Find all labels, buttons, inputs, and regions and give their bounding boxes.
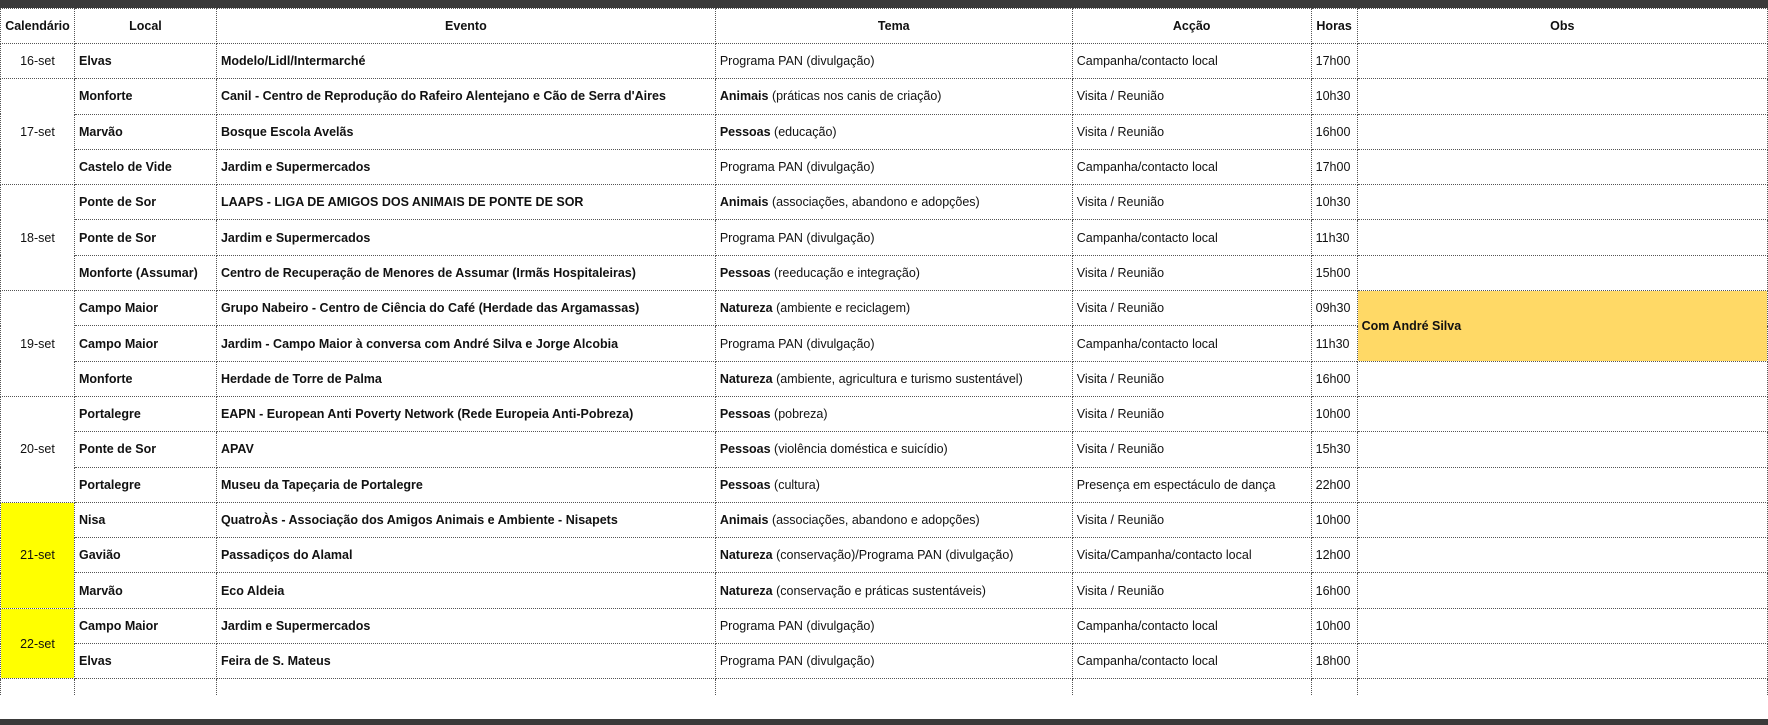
accao-cell[interactable]: Campanha/contacto local [1072,44,1311,79]
tema-category: Animais [719,195,769,210]
tema-detail: Programa PAN (divulgação) [719,160,875,175]
accao-cell[interactable]: Visita / Reunião [1072,185,1311,220]
evento-cell[interactable]: Herdade de Torre de Palma [216,361,715,396]
horas-cell[interactable]: 12h00 [1311,538,1357,573]
accao-cell[interactable]: Campanha/contacto local [1072,326,1311,361]
header-row [1,9,1768,44]
empty-cell[interactable] [715,679,1072,695]
local-cell[interactable]: Ponte de Sor [74,185,216,220]
table-row [1,255,1768,290]
table-row [1,361,1768,396]
local-cell[interactable]: Campo Maior [74,326,216,361]
horas-cell[interactable]: 15h00 [1311,255,1357,290]
evento-cell[interactable]: Jardim e Supermercados [216,149,715,184]
table-row [1,291,1768,326]
tema-category: Natureza [719,548,773,563]
tema-cell[interactable] [715,326,1072,361]
tema-category: Pessoas [719,265,771,280]
empty-cell[interactable] [1072,679,1311,695]
tema-detail: (conservação)/Programa PAN (divulgação) [772,548,1014,563]
horas-cell[interactable]: 10h00 [1311,396,1357,431]
horas-cell[interactable]: 11h30 [1311,326,1357,361]
table-row [1,644,1768,679]
table-row [1,538,1768,573]
day-cell[interactable]: 16-set [1,44,75,79]
evento-cell[interactable]: Jardim e Supermercados [216,608,715,643]
tema-cell[interactable] [715,114,1072,149]
horas-cell[interactable]: 17h00 [1311,149,1357,184]
accao-cell[interactable]: Presença em espectáculo de dança [1072,467,1311,502]
tema-detail: (pobreza) [770,407,828,422]
horas-cell[interactable]: 10h30 [1311,79,1357,114]
obs-cell[interactable] [1357,432,1767,467]
horas-cell[interactable]: 09h30 [1311,291,1357,326]
accao-cell[interactable]: Campanha/contacto local [1072,149,1311,184]
local-cell[interactable]: Elvas [74,644,216,679]
tema-detail: Programa PAN (divulgação) [719,336,875,351]
evento-cell[interactable]: QuatroÀs - Associação dos Amigos Animais e Ambiente - Nisapets [216,502,715,537]
horas-cell[interactable]: 16h00 [1311,361,1357,396]
table-row [1,432,1768,467]
local-cell[interactable]: Campo Maior [74,291,216,326]
tema-cell[interactable] [715,538,1072,573]
tema-cell[interactable] [715,644,1072,679]
tema-detail: (associações, abandono e adopções) [768,513,980,527]
tema-category: Natureza [719,301,773,316]
tema-cell[interactable] [715,44,1072,79]
window-top-bar [0,0,1768,8]
tema-cell[interactable] [715,149,1072,184]
evento-cell[interactable]: EAPN - European Anti Poverty Network (Rede Europeia Anti-Pobreza) [216,396,715,431]
local-cell[interactable]: Ponte de Sor [74,220,216,255]
accao-cell[interactable]: Visita/Campanha/contacto local [1072,538,1311,573]
tema-detail: (reeducação e integração) [770,265,920,280]
header-tema[interactable]: Tema [715,9,1072,44]
header-obs[interactable]: Obs [1357,9,1767,44]
horas-cell[interactable]: 10h00 [1311,502,1357,537]
day-cell[interactable]: 22-set [1,608,75,679]
tema-category: Natureza [719,583,773,598]
tema-cell[interactable] [715,220,1072,255]
horas-cell[interactable]: 16h00 [1311,573,1357,608]
horas-cell[interactable]: 10h30 [1311,185,1357,220]
horas-cell[interactable]: 15h30 [1311,432,1357,467]
evento-cell[interactable]: Jardim e Supermercados [216,220,715,255]
obs-cell[interactable] [1357,538,1767,573]
tema-detail: (práticas nos canis de criação) [768,89,942,104]
tema-category: Animais [719,513,769,527]
tema-category: Natureza [719,371,773,386]
accao-cell[interactable]: Visita / Reunião [1072,79,1311,114]
empty-cell[interactable] [1357,679,1767,695]
evento-cell[interactable]: Jardim - Campo Maior à conversa com André Silva e Jorge Alcobia [216,326,715,361]
local-cell[interactable]: Marvão [74,114,216,149]
table-row [1,185,1768,220]
table-row [1,608,1768,643]
accao-cell[interactable]: Visita / Reunião [1072,502,1311,537]
day-cell[interactable]: 18-set [1,185,75,291]
local-cell[interactable]: Castelo de Vide [74,149,216,184]
obs-cell[interactable] [1357,185,1767,220]
tema-category: Pessoas [719,407,771,422]
schedule-table [0,8,1768,695]
day-cell[interactable]: 21-set [1,502,75,608]
table-row [1,44,1768,79]
day-cell[interactable]: 19-set [1,291,75,397]
obs-note-cell[interactable]: Com André Silva [1357,291,1767,362]
local-cell[interactable]: Portalegre [74,467,216,502]
tema-detail: (violência doméstica e suicídio) [770,442,948,457]
accao-cell[interactable]: Campanha/contacto local [1072,644,1311,679]
tema-detail: (educação) [770,124,837,139]
accao-cell[interactable]: Visita / Reunião [1072,396,1311,431]
accao-cell[interactable]: Visita / Reunião [1072,114,1311,149]
local-cell[interactable]: Ponte de Sor [74,432,216,467]
accao-cell[interactable]: Visita / Reunião [1072,573,1311,608]
tema-category: Pessoas [719,124,771,139]
table-row [1,573,1768,608]
tema-cell[interactable] [715,396,1072,431]
tema-cell[interactable] [715,432,1072,467]
empty-cell[interactable] [1311,679,1357,695]
day-cell[interactable]: 17-set [1,79,75,185]
local-cell[interactable]: Monforte [74,79,216,114]
local-cell[interactable]: Elvas [74,44,216,79]
local-cell[interactable]: Nisa [74,502,216,537]
evento-cell[interactable]: Canil - Centro de Reprodução do Rafeiro Alentejano e Cão de Serra d'Aires [216,79,715,114]
accao-cell[interactable]: Visita / Reunião [1072,432,1311,467]
obs-cell[interactable] [1357,255,1767,290]
obs-cell[interactable] [1357,467,1767,502]
accao-cell[interactable]: Campanha/contacto local [1072,220,1311,255]
horas-cell[interactable]: 11h30 [1311,220,1357,255]
obs-cell[interactable] [1357,644,1767,679]
tema-cell[interactable] [715,361,1072,396]
local-cell[interactable]: Gavião [74,538,216,573]
tema-detail: Programa PAN (divulgação) [719,230,875,245]
tema-cell[interactable] [715,608,1072,643]
accao-cell[interactable]: Visita / Reunião [1072,361,1311,396]
tema-cell[interactable] [715,467,1072,502]
evento-cell[interactable]: Feira de S. Mateus [216,644,715,679]
obs-cell[interactable] [1357,396,1767,431]
local-cell[interactable]: Portalegre [74,396,216,431]
header-evento[interactable]: Evento [216,9,715,44]
evento-cell[interactable]: Museu da Tapeçaria de Portalegre [216,467,715,502]
tema-detail: (conservação e práticas sustentáveis) [772,583,986,598]
evento-cell[interactable]: Bosque Escola Avelãs [216,114,715,149]
obs-cell[interactable] [1357,502,1767,537]
tema-cell[interactable] [715,185,1072,220]
evento-cell[interactable]: Eco Aldeia [216,573,715,608]
local-cell[interactable]: Monforte [74,361,216,396]
tema-cell[interactable] [715,291,1072,326]
table-row [1,502,1768,537]
accao-cell[interactable]: Visita / Reunião [1072,255,1311,290]
evento-cell[interactable]: Grupo Nabeiro - Centro de Ciência do Café (Herdade das Argamassas) [216,291,715,326]
local-cell[interactable]: Marvão [74,573,216,608]
horas-cell[interactable]: 10h00 [1311,608,1357,643]
table-row [1,467,1768,502]
local-cell[interactable]: Monforte (Assumar) [74,255,216,290]
header-local[interactable]: Local [74,9,216,44]
obs-cell[interactable] [1357,149,1767,184]
tema-detail: Programa PAN (divulgação) [719,54,875,69]
header-calendario[interactable]: Calendário [1,9,75,44]
tema-cell[interactable] [715,502,1072,537]
tema-detail: Programa PAN (divulgação) [719,654,875,669]
tema-detail: (ambiente, agricultura e turismo sustentável) [772,371,1023,386]
table-row [1,220,1768,255]
tema-cell[interactable] [715,79,1072,114]
obs-cell[interactable] [1357,44,1767,79]
header-horas[interactable]: Horas [1311,9,1357,44]
local-cell[interactable]: Campo Maior [74,608,216,643]
tema-detail: (associações, abandono e adopções) [768,195,980,210]
empty-row [1,679,1768,695]
obs-cell[interactable] [1357,573,1767,608]
empty-cell[interactable] [74,679,216,695]
tema-detail: (ambiente e reciclagem) [772,301,911,316]
obs-cell[interactable] [1357,79,1767,114]
tema-detail: (cultura) [770,477,820,492]
horas-cell[interactable]: 16h00 [1311,114,1357,149]
header-accao[interactable]: Acção [1072,9,1311,44]
tema-category: Pessoas [719,442,771,457]
tema-cell[interactable] [715,573,1072,608]
accao-cell[interactable]: Visita / Reunião [1072,291,1311,326]
obs-cell[interactable] [1357,114,1767,149]
evento-cell[interactable]: APAV [216,432,715,467]
empty-cell[interactable] [1,679,75,695]
tema-detail: Programa PAN (divulgação) [719,618,875,633]
empty-cell[interactable] [216,679,715,695]
table-row [1,114,1768,149]
tema-cell[interactable] [715,255,1072,290]
table-row [1,396,1768,431]
window-bottom-bar [0,719,1768,725]
obs-cell[interactable] [1357,608,1767,643]
horas-cell[interactable]: 17h00 [1311,44,1357,79]
obs-cell[interactable] [1357,361,1767,396]
horas-cell[interactable]: 22h00 [1311,467,1357,502]
evento-cell[interactable]: Centro de Recuperação de Menores de Assumar (Irmãs Hospitaleiras) [216,255,715,290]
tema-category: Pessoas [719,477,771,492]
day-cell[interactable]: 20-set [1,396,75,502]
table-row [1,149,1768,184]
tema-category: Animais [719,89,769,104]
evento-cell[interactable]: Passadiços do Alamal [216,538,715,573]
evento-cell[interactable]: Modelo/Lidl/Intermarché [216,44,715,79]
horas-cell[interactable]: 18h00 [1311,644,1357,679]
evento-cell[interactable]: LAAPS - LIGA DE AMIGOS DOS ANIMAIS DE PONTE DE SOR [216,185,715,220]
accao-cell[interactable]: Campanha/contacto local [1072,608,1311,643]
obs-cell[interactable] [1357,220,1767,255]
table-row [1,79,1768,114]
